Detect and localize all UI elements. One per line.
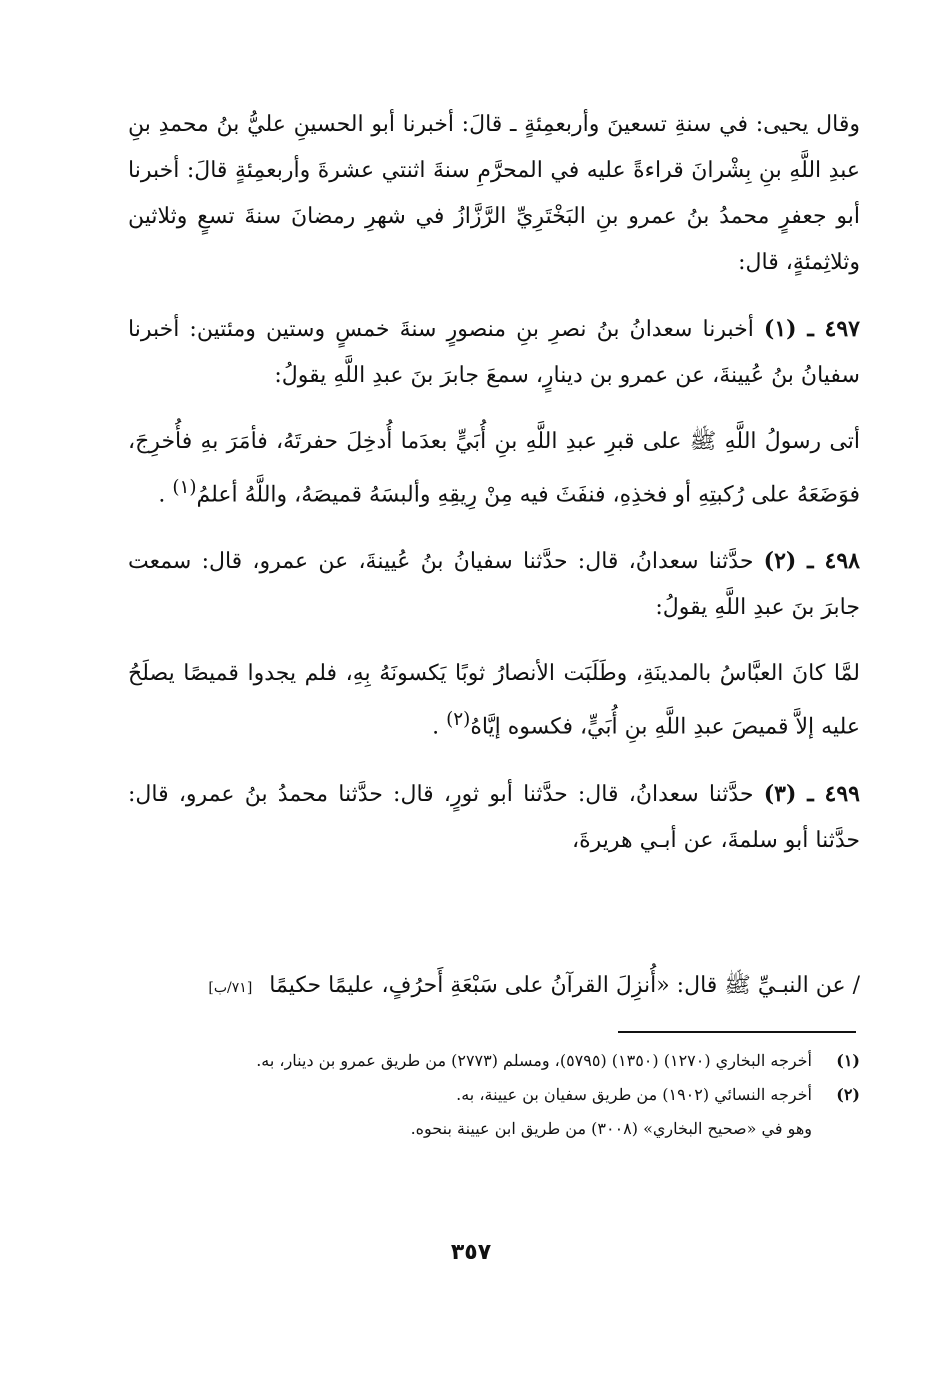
manuscript-folio-marker: [٧١/ب] [208,980,253,996]
hadith-number: ٤٩٧ ـ (١) [763,316,860,342]
hadith-498-matn: لمَّا كانَ العبَّاسُ بالمدينَةِ، وطَلَبَت الأنصارُ ثوبًا يَكسونَهُ بِهِ، فلم يجدوا قميصًا يصلَحُ عليه إلاَّ قميصَ عبدِ اللَّهِ بنِ أُبَيٍّ، فكسوه إيَّاهُ$^{(٢)}$ . [128,661,860,740]
hadith-number: ٤٩٨ ـ (٢) [763,548,860,575]
hadith-497-matn: أتى رسولُ اللَّهِ ﷺ على قبرِ عبدِ اللَّهِ بنِ أُبَيٍّ بعدَما أُدخِلَ حفرتَهُ، فأمَرَ بهِ فأُخرِجَ، فوَضَعَهُ على رُكبتِهِ أو فخذِهِ، فنفَثَ فيه مِنْ رِيقِهِ وألبسَهُ قميصَهُ، واللَّهُ أعلمُ$^{(١)}$ . [128,429,860,508]
footnote-text: أخرجه النسائي (١٩٠٢) من طريق سفيان بن عيينة، به. [456,1085,812,1104]
footnote-number: (٢) [836,1085,860,1104]
hadith-499-matn [32,966,860,1008]
footnote-text: أخرجه البخاري (١٢٧٠) (١٣٥٠) (٥٧٩٥)، ومسلم (٢٧٧٣) من طريق عمرو بن دينار، به. [256,1051,812,1070]
matn-text: لمَّا كانَ العبَّاسُ بالمدينَةِ، وطَلَبَت الأنصارُ ثوبًا يَكسونَهُ بِهِ، فلم يجدوا قميصًا يصلَحُ عليه إلاَّ قميصَ عبدِ اللَّهِ بنِ أُبَيٍّ، فكسوه إيَّاهُ [128,661,860,740]
intro-paragraph: وقال يحيى: في سنةِ تسعينَ وأربعمِئةٍ ـ قالَ: أخبرنا أبو الحسينِ عليُّ بنُ محمدِ بنِ عبدِ اللَّهِ بنِ بِشْرانَ قراءةً عليه في المحرَّمِ سنةَ اثنتي عشرةَ وأربعمِئةٍ قالَ: أخبرنا أبو جعفرٍ محمدُ بنُ عمرو بنِ البَخْتَرِيِّ الرَّزَّازُ في شهرِ رمضانَ سنةَ تسعٍ وثلاثين وثلاثِمئةٍ، قال: [128,112,860,275]
main-text [128,102,860,878]
footnote-1 [128,1044,860,1078]
matn-text: أتى رسولُ اللَّهِ ﷺ على قبرِ عبدِ اللَّهِ بنِ أُبَيٍّ بعدَما أُدخِلَ حفرتَهُ، فأمَرَ بهِ فأُخرِجَ، فوَضَعَهُ على رُكبتِهِ أو فخذِهِ، فنفَثَ فيه مِنْ رِيقِهِ وألبسَهُ قميصَهُ، واللَّهُ أعلمُ [128,429,860,508]
footnote-marker[interactable]: (٢) [446,709,471,731]
isnad-text: حدَّثنا سعدانُ، قال: حدَّثنا سفيانُ بنُ عُيينةَ، عن عمرو، قال: سمعت جابرَ بنَ عبدِ اللَّهِ يقولُ: [128,549,860,621]
page-number: ٣٥٧ [450,1240,492,1265]
footnote-2 [128,1078,860,1112]
hadith-499-isnad [128,771,860,864]
isnad-text: أخبرنا سعدانُ بنُ نصرِ بنِ منصورٍ سنةَ خمسٍ وستين ومئتين: أخبرنا سفيانُ بنُ عُيينةَ، عن عمرو بن دينارٍ، سمعَ جابرَ بنَ عبدِ اللَّهِ يقولُ: [128,317,860,388]
hadith-497-isnad [128,306,860,399]
hadith-number: ٤٩٩ ـ (٣) [763,780,860,807]
footnote-number: (١) [836,1051,860,1070]
footnote-2-continuation [128,1112,860,1146]
footnote-text: وهو في «صحيح البخاري» (٣٠٠٨) من طريق ابن عيينة بنحوه. [410,1119,812,1138]
footnote-separator [618,1031,856,1033]
isnad-text: حدَّثنا سعدانُ، قال: حدَّثنا أبو ثورٍ، قال: حدَّثنا محمدُ بنُ عمرو، قال: حدَّثنا أبو سلمةَ، عن أبـي هريرةَ، [128,781,860,853]
footnote-marker[interactable]: (١) [172,477,197,498]
footnotes [128,1044,860,1146]
hadith-498-isnad [128,538,860,631]
matn-text: / عن النبـيِّ ﷺ قال: «أُنزِلَ القرآنُ على سَبْعَةِ أَحرُفٍ، عليمًا حكيمًا [269,973,860,998]
